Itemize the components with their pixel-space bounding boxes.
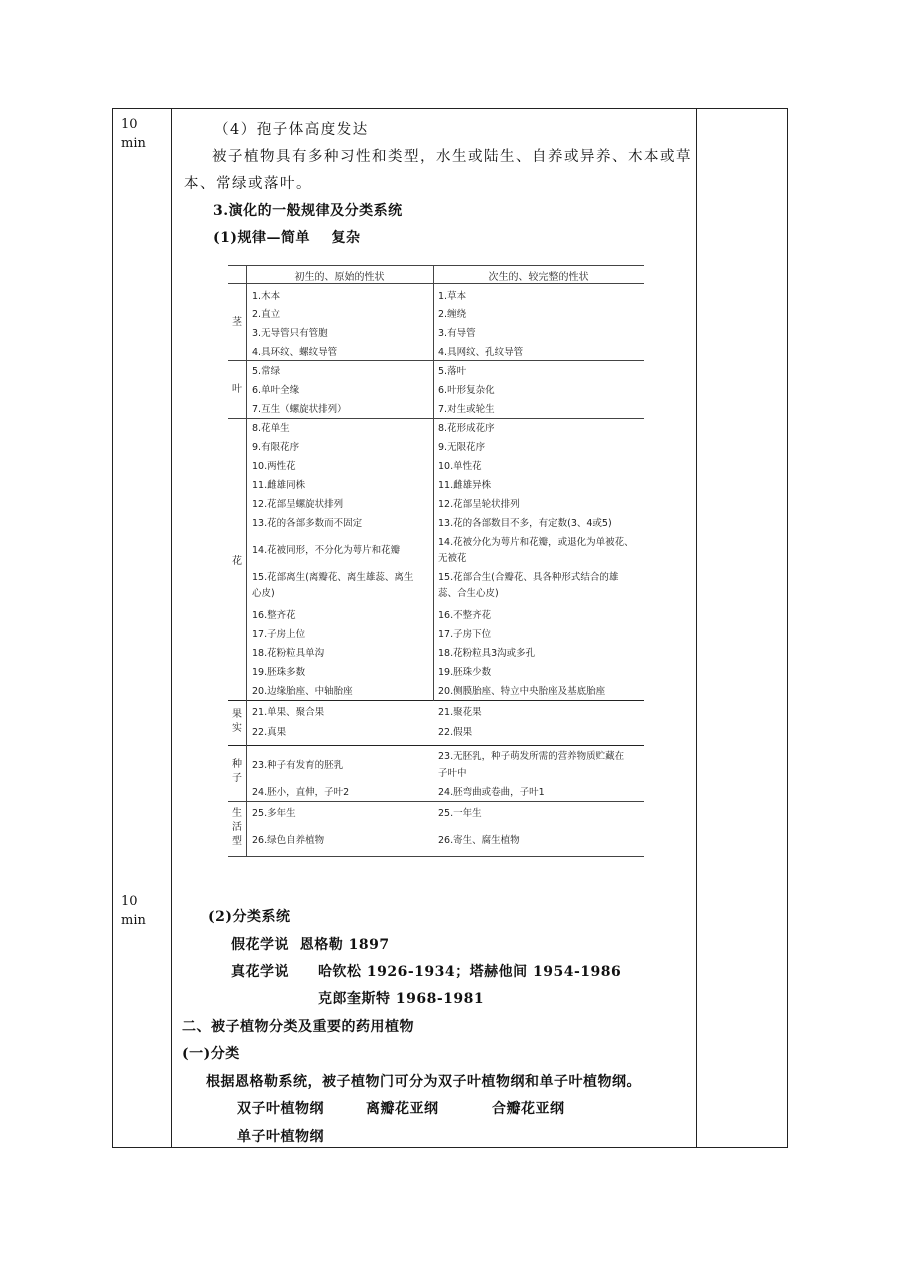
- table-cell: 14.花被分化为萼片和花瓣，或退化为单被花、: [438, 537, 634, 548]
- time-label-2: 10 min: [121, 894, 146, 928]
- table-cell: 11.雌雄同株: [252, 480, 306, 491]
- table-cell: 13.花的各部多数而不固定: [252, 518, 363, 529]
- table-cell: 2.直立: [252, 309, 281, 320]
- table-cell: 7.对生或轮生: [438, 404, 495, 415]
- table-cell: 9.有限花序: [252, 442, 300, 453]
- table-cell: 3.有导管: [438, 328, 476, 339]
- table-cell: 心皮): [252, 588, 275, 599]
- euanthium-line-1: 哈钦松 1926-1934；塔赫他间 1954-1986: [318, 964, 622, 980]
- table-cell: 16.整齐花: [252, 610, 296, 621]
- section-2-heading: 二、被子植物分类及重要的药用植物: [182, 1019, 414, 1035]
- table-cell: 24.胚小，直伸，子叶2: [252, 787, 350, 798]
- table-cell: 10.两性花: [252, 461, 296, 472]
- column-divider-notes: [696, 109, 697, 1147]
- table-cell: 5.落叶: [438, 366, 467, 377]
- table-cell: 4.具网纹、孔纹导管: [438, 347, 524, 358]
- engler-sentence: 根据恩格勒系统，被子植物门可分为双子叶植物纲和单子叶植物纲。: [206, 1074, 641, 1090]
- table-cell: 4.具环纹、螺纹导管: [252, 347, 338, 358]
- table-cell: 16.不整齐花: [438, 610, 492, 621]
- table-cell: 13.花的各部数目不多，有定数(3、4或5): [438, 518, 612, 529]
- euanthium-label: 真花学说: [231, 964, 289, 980]
- table-cell: 22.假果: [438, 727, 473, 738]
- table-cell: 9.无限花序: [438, 442, 486, 453]
- group-label-leaf: 叶: [232, 384, 242, 395]
- group-label-seed: 种子: [232, 759, 242, 784]
- table-cell: 17.子房下位: [438, 629, 492, 640]
- table-cell: 24.胚弯曲或卷曲，子叶1: [438, 787, 545, 798]
- header-primitive: 初生的、原始的性状: [294, 272, 385, 283]
- group-label-life-form: 生活型: [232, 808, 242, 847]
- table-cell: 8.花单生: [252, 423, 290, 434]
- archichlamydeae-label: 离瓣花亚纲: [366, 1101, 439, 1117]
- table-cell: 7.互生（螺旋状排列）: [252, 404, 347, 415]
- table-cell: 23.种子有发育的胚乳: [252, 760, 344, 771]
- evolution-heading: 3.演化的一般规律及分类系统: [213, 203, 403, 219]
- table-cell: 1.草本: [438, 291, 467, 302]
- group-label-flower: 花: [232, 556, 242, 567]
- table-cell: 子叶中: [438, 768, 467, 779]
- table-cell: 11.雌雄异株: [438, 480, 492, 491]
- table-cell: 19.胚珠多数: [252, 667, 306, 678]
- table-cell: 26.寄生、腐生植物: [438, 835, 520, 846]
- table-cell: 10.单性花: [438, 461, 482, 472]
- metachlamydeae-label: 合瓣花亚纲: [492, 1101, 565, 1117]
- classification-heading: (2)分类系统: [208, 909, 291, 925]
- trait-comparison-table: [228, 265, 644, 857]
- group-label-fruit: 果实: [232, 709, 242, 734]
- table-cell: 20.侧膜胎座、特立中央胎座及基底胎座: [438, 686, 606, 697]
- table-cell: 2.缠绕: [438, 309, 467, 320]
- table-cell: 6.单叶全缘: [252, 385, 300, 396]
- table-cell: 8.花形成花序: [438, 423, 495, 434]
- header-advanced: 次生的、较完整的性状: [488, 272, 589, 283]
- spore-heading: （4）孢子体高度发达: [214, 122, 369, 138]
- table-cell: 21.单果、聚合果: [252, 707, 325, 718]
- euanthium-line-2: 克郎奎斯特 1968-1981: [318, 991, 485, 1007]
- table-cell: 26.绿色自养植物: [252, 835, 325, 846]
- time-label-1: 10 min: [121, 117, 146, 151]
- table-cell: 17.子房上位: [252, 629, 306, 640]
- table-cell: 无被花: [438, 553, 467, 564]
- table-cell: 23.无胚乳，种子萌发所需的营养物质贮藏在: [438, 751, 625, 762]
- table-cell: 6.叶形复杂化: [438, 385, 495, 396]
- table-cell: 12.花部呈螺旋状排列: [252, 499, 344, 510]
- table-cell: 蕊、合生心皮): [438, 588, 499, 599]
- table-cell: 12.花部呈轮状排列: [438, 499, 520, 510]
- table-cell: 22.真果: [252, 727, 287, 738]
- subsection-1-heading: (一)分类: [182, 1046, 240, 1062]
- table-cell: 15.花部合生(合瓣花、具各种形式结合的雄: [438, 572, 619, 583]
- table-cell: 20.边缘胎座、中轴胎座: [252, 686, 353, 697]
- table-cell: 25.多年生: [252, 808, 296, 819]
- table-cell: 5.常绿: [252, 366, 281, 377]
- table-cell: 15.花部离生(离瓣花、离生雄蕊、离生: [252, 572, 414, 583]
- table-cell: 21.聚花果: [438, 707, 482, 718]
- table-cell: 3.无导管只有管胞: [252, 328, 328, 339]
- table-cell: 1.木本: [252, 291, 281, 302]
- column-divider-time: [171, 109, 172, 1147]
- table-cell: 25.一年生: [438, 808, 482, 819]
- habit-line-2: 本、常绿或落叶。: [184, 176, 312, 192]
- dicot-label: 双子叶植物纲: [237, 1101, 324, 1117]
- habit-line-1: 被子植物具有多种习性和类型，水生或陆生、自养或异养、木本或草: [212, 149, 692, 165]
- monocot-label: 单子叶植物纲: [237, 1129, 324, 1145]
- table-cell: 18.花粉粒具单沟: [252, 648, 325, 659]
- pseudanthium-theory: 假花学说 恩格勒 1897: [231, 937, 390, 953]
- table-cell: 19.胚珠少数: [438, 667, 492, 678]
- group-label-stem: 茎: [232, 317, 242, 328]
- table-cell: 14.花被同形，不分化为萼片和花瓣: [252, 545, 401, 556]
- rule-heading: (1)规律—简单 复杂: [213, 230, 361, 246]
- table-cell: 18.花粉粒具3沟或多孔: [438, 648, 536, 659]
